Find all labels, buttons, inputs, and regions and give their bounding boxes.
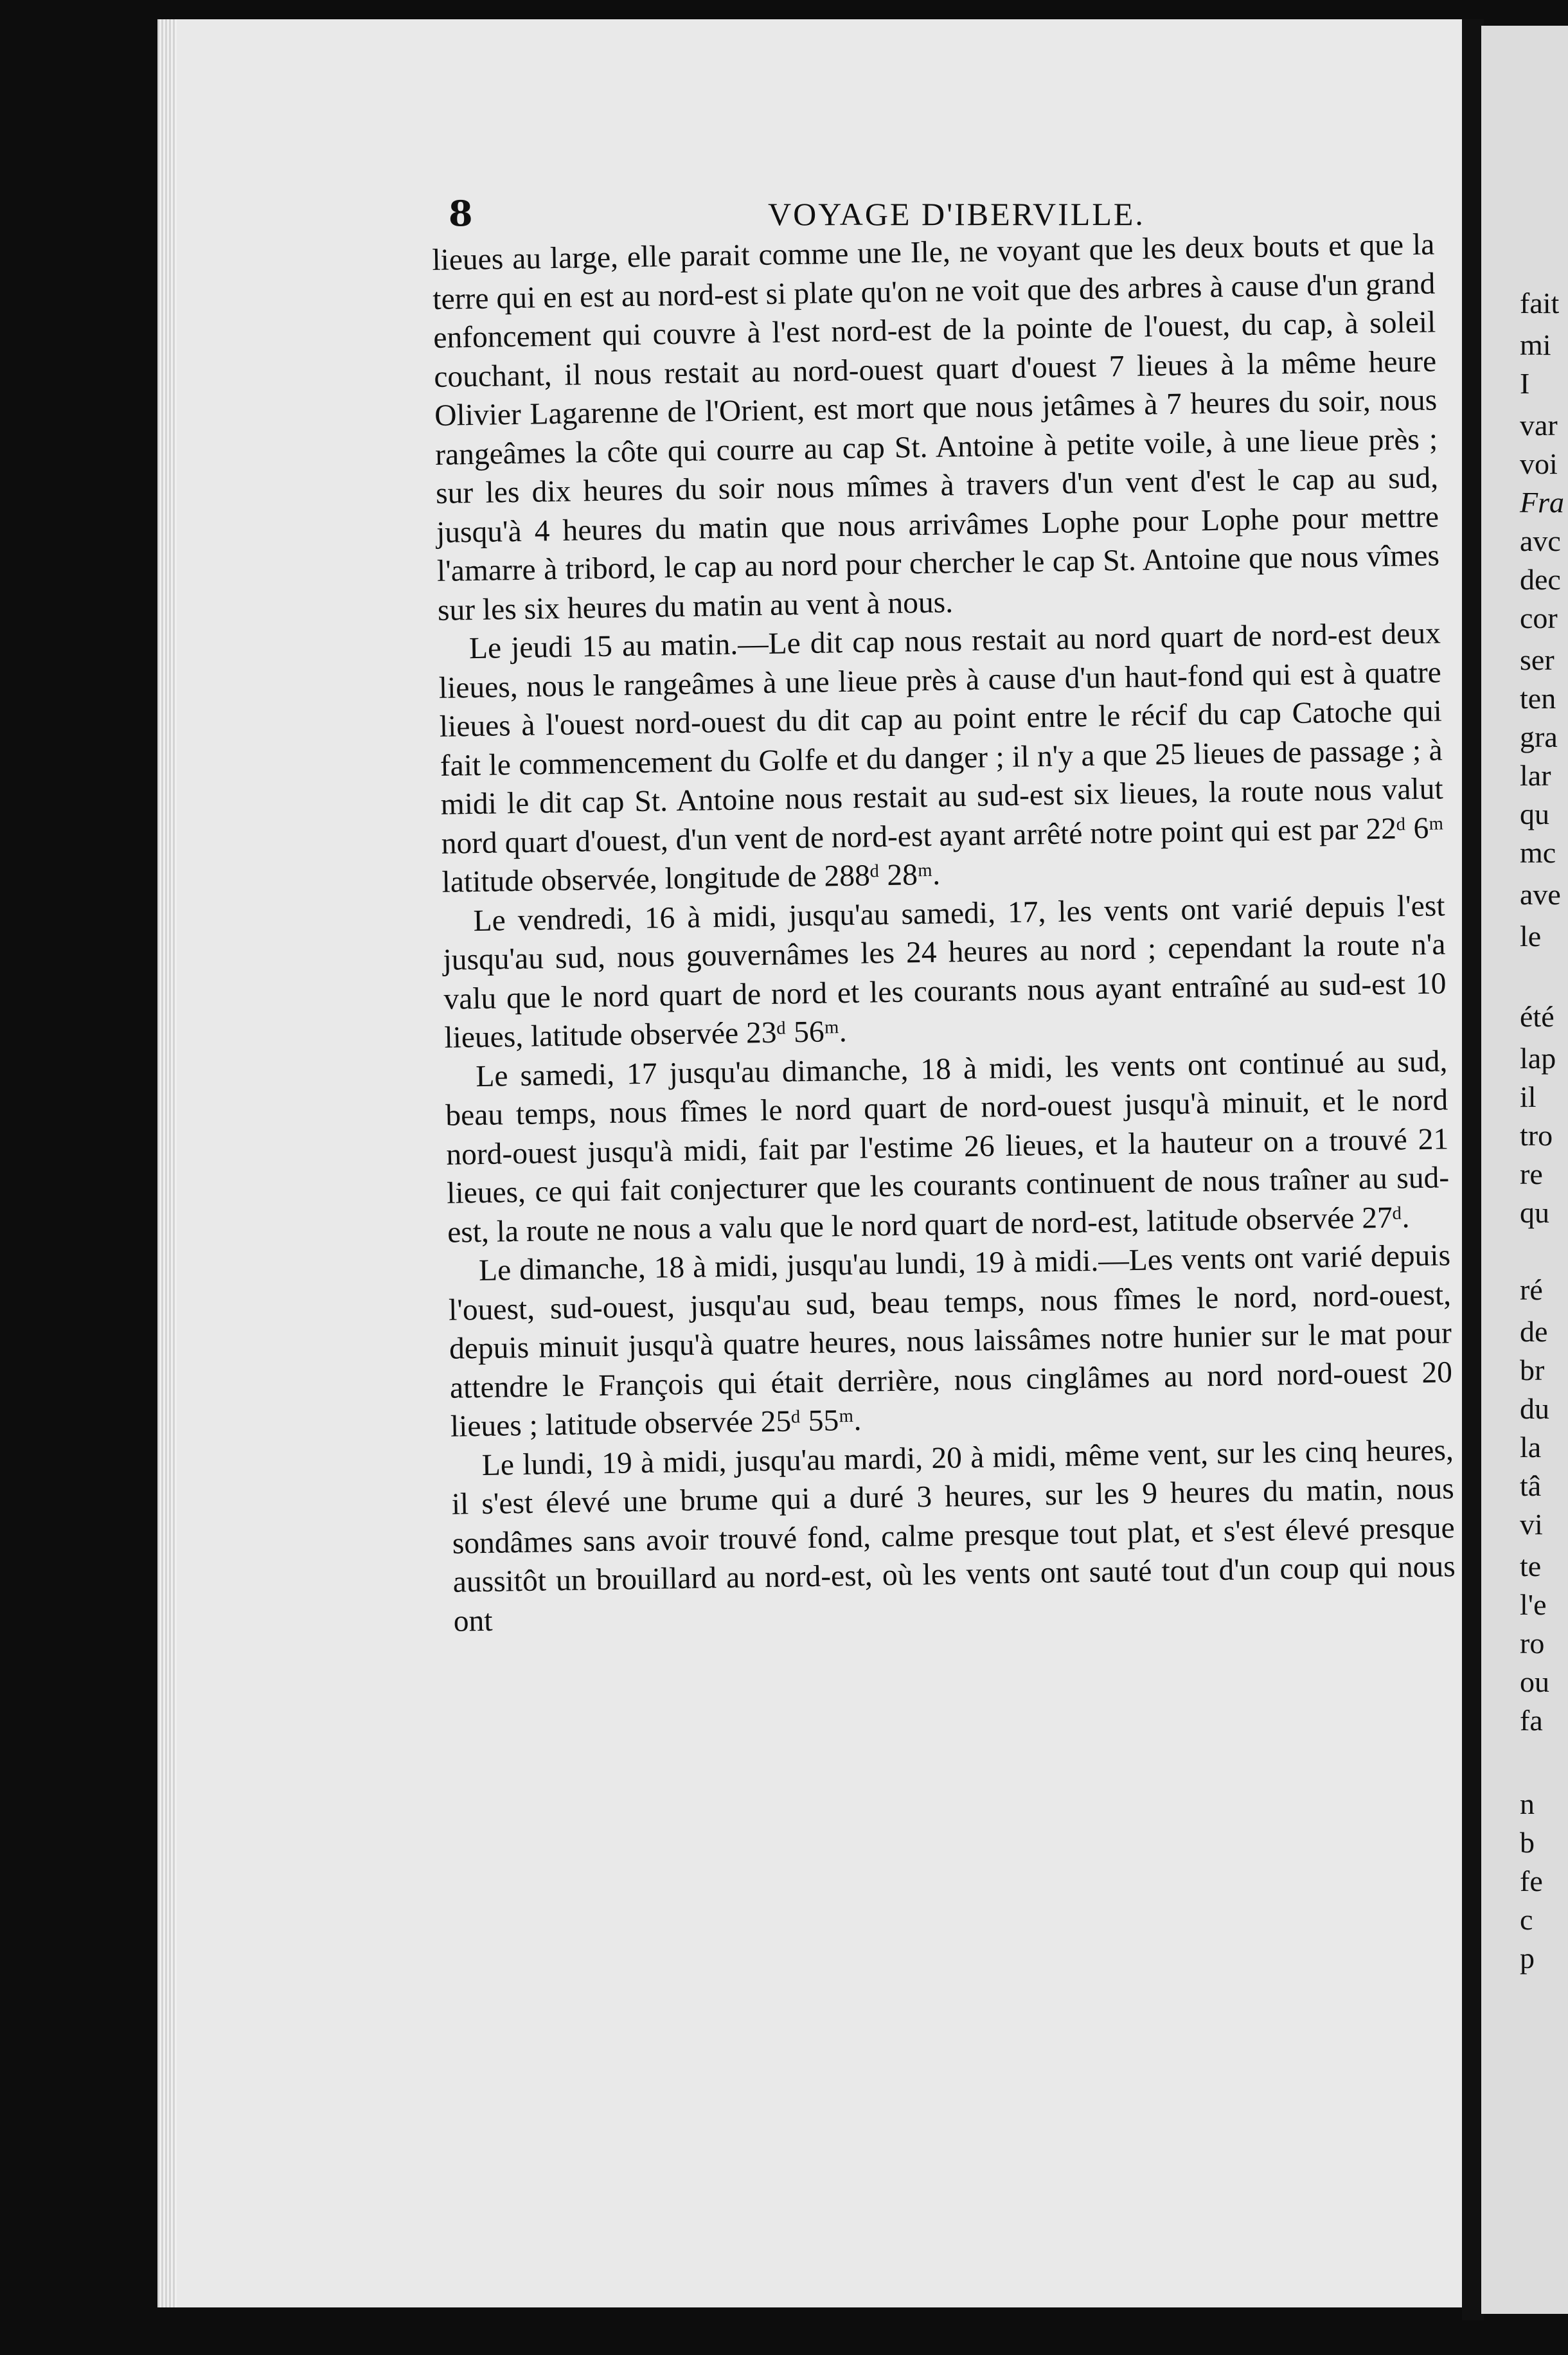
paragraph-1: lieues au large, elle parait comme une Ile, ne voyant que les deux bouts et que la terre qui en est au nord-est si plate qu'on ne voit que des arbres à cause d'un grand enfoncement qui couvre à l'est nord-est de la pointe de l'ouest, du cap, à soleil couchant, il nous restait au nord-ouest quart d'ouest 7 lieues à la même heure Olivier Lagarenne de l'Orient, est mort que nous jetâmes à 7 heures du soir, nous rangeâmes la côte qui courre au cap St. Antoine à petite voile, à une lieue près ; sur les dix heures du soir nous mîmes à travers d'un vent d'est le cap au sud, jusqu'à 4 heures du matin que nous arrivâmes Lophe pour Lophe pour mettre l'amarre à tribord, le cap au nord pour chercher le cap St. Antoine que nous vîmes sur les six heures du matin au vent à nous. bbox=[432, 228, 1440, 627]
right-page-fragment-line: b bbox=[1520, 1826, 1535, 1859]
right-page-fragment-line: voi bbox=[1520, 447, 1558, 480]
right-page-fragment-line: ou bbox=[1520, 1665, 1549, 1698]
right-page-fragment-line: été bbox=[1520, 1000, 1555, 1033]
right-page-fragment-line: il bbox=[1520, 1080, 1537, 1113]
right-page-fragment-line: qu bbox=[1520, 798, 1549, 830]
right-page-fragment-line: mi bbox=[1520, 328, 1551, 361]
right-page-fragment-line: c bbox=[1520, 1903, 1533, 1936]
right-page-fragment-line: lap bbox=[1520, 1042, 1556, 1075]
right-page-fragment-line: ser bbox=[1520, 643, 1555, 676]
paragraph-2: Le jeudi 15 au matin.—Le dit cap nous restait au nord quart de nord-est deux lieues, nous le rangeâmes à une lieue près à cause d'un haut-fond qui est à quatre lieues à l'ouest nord-ouest du dit cap au point entre le récif du cap Catoche qui fait le commencement du Golfe et du danger ; il n'y a que 25 lieues de passage ; à midi le dit cap St. Antoine nous restait au sud-est six lieues, la route nous valut nord quart d'ouest, d'un vent de nord-est ayant arrêté notre point qui est par 22ᵈ 6ᵐ latitude observée, longitude de 288ᵈ 28ᵐ. bbox=[438, 616, 1444, 899]
right-page-fragment-line: ro bbox=[1520, 1627, 1545, 1660]
right-page-fragment-line: qu bbox=[1520, 1196, 1549, 1229]
right-page-fragment-line: vi bbox=[1520, 1508, 1543, 1541]
page-edge-stack bbox=[157, 19, 177, 2307]
paragraph-6: Le lundi, 19 à midi, jusqu'au mardi, 20 à midi, même vent, sur les cinq heures, il s'est élevé une brume qui a duré 3 heures, sur les 9 heures du matin, nous sondâmes sans avoir trouvé fond, calme presque tout plat, et s'est élevé presque aussitôt un brouillard au nord-est, où les vents ont sauté tout d'un coup qui nous ont bbox=[451, 1433, 1456, 1638]
right-page-fragment-line: fa bbox=[1520, 1704, 1543, 1737]
paragraph-3: Le vendredi, 16 à midi, jusqu'au samedi, 17, les vents ont varié depuis l'est jusqu'au sud, nous gouvernâmes les 24 heures au nord ; cependant la route n'a valu que le nord quart de nord et les courants nous ayant entraîné au sud-est 10 lieues, latitude observée 23ᵈ 56ᵐ. bbox=[443, 888, 1447, 1055]
right-page-fragment-line: var bbox=[1520, 409, 1558, 442]
right-page-fragment-line: te bbox=[1520, 1550, 1542, 1582]
right-page-fragment-line: fe bbox=[1520, 1865, 1543, 1897]
right-page-fragment-line: re bbox=[1520, 1158, 1543, 1190]
right-page-fragment-line: cor bbox=[1520, 602, 1558, 634]
right-page-fragment-line: n bbox=[1520, 1787, 1535, 1820]
running-head: VOYAGE D'IBERVILLE. bbox=[768, 196, 1145, 232]
right-page-fragment-line: ten bbox=[1520, 682, 1556, 715]
book-gutter bbox=[1462, 19, 1484, 2320]
page-number: 8 bbox=[449, 193, 473, 234]
right-page-fragment-line: tâ bbox=[1520, 1469, 1542, 1502]
right-page-fragment-line: I bbox=[1520, 367, 1530, 400]
right-page-fragment-line: ré bbox=[1520, 1273, 1543, 1306]
right-page-fragment-line: gra bbox=[1520, 721, 1558, 753]
right-page-fragment-line: Fra bbox=[1520, 486, 1564, 519]
right-page-fragment-line: mc bbox=[1520, 836, 1556, 869]
right-page-fragment-line: le bbox=[1520, 920, 1542, 953]
right-page-fragment-line: ave bbox=[1520, 878, 1561, 911]
right-page-fragment-line: br bbox=[1520, 1354, 1545, 1386]
right-page-fragment-line: du bbox=[1520, 1392, 1549, 1425]
right-page-fragment-line: p bbox=[1520, 1942, 1535, 1974]
paragraph-5: Le dimanche, 18 à midi, jusqu'au lundi, 19 à midi.—Les vents ont varié depuis l'ouest, sud-ouest, jusqu'au sud, beau temps, nous fîmes le nord, nord-ouest, depuis minuit jusqu'à quatre heures, nous laissâmes notre hunier sur le mat pour attendre le François qui était derrière, nous cinglâmes au nord nord-ouest 20 lieues ; latitude observée 25ᵈ 55ᵐ. bbox=[448, 1239, 1453, 1444]
right-page-fragment-line: la bbox=[1520, 1431, 1542, 1464]
right-page-fragment-line: tro bbox=[1520, 1119, 1553, 1152]
right-page-fragment-line: fait bbox=[1520, 287, 1560, 319]
body-text bbox=[432, 225, 1463, 2040]
right-page-fragment-line: lar bbox=[1520, 759, 1551, 792]
right-page-fragment-line: de bbox=[1520, 1315, 1548, 1348]
right-page-fragment-line: l'e bbox=[1520, 1588, 1547, 1621]
right-page-fragment-line: avc bbox=[1520, 524, 1561, 557]
right-page-fragment-line: dec bbox=[1520, 563, 1561, 596]
paragraph-4: Le samedi, 17 jusqu'au dimanche, 18 à midi, les vents ont continué au sud, beau temps, nous fîmes le nord quart de nord-ouest jusqu'à minuit, et le nord nord-ouest jusqu'à midi, fait par l'estime 26 lieues, et la hauteur on a trouvé 21 lieues, ce qui fait conjecturer que les courants continuent de nous traîner au sud-est, la route ne nous a valu que le nord quart de nord-est, latitude observée 27ᵈ. bbox=[445, 1044, 1450, 1249]
